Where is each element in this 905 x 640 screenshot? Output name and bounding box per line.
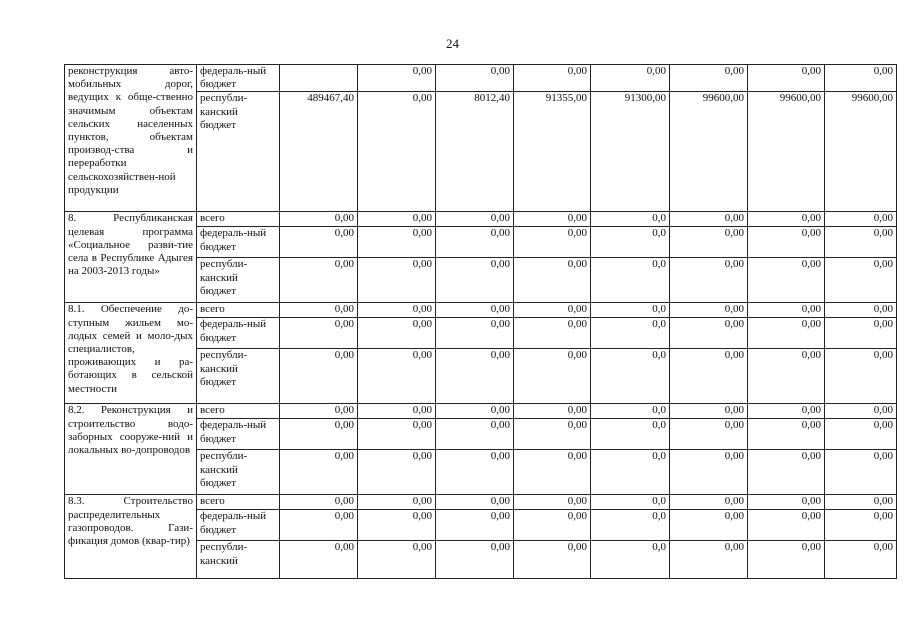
value-cell: 0,00 xyxy=(280,303,358,318)
value-cell: 0,00 xyxy=(514,510,591,541)
value-cell xyxy=(280,65,358,92)
value-cell: 0,00 xyxy=(280,541,358,579)
funding-source: республи-канский бюджет xyxy=(197,92,280,212)
value-cell: 0,00 xyxy=(358,419,436,450)
value-cell: 489467,40 xyxy=(280,92,358,212)
value-cell: 0,0 xyxy=(591,212,670,227)
value-cell: 0,00 xyxy=(670,541,748,579)
value-cell: 0,00 xyxy=(436,227,514,258)
value-cell: 0,00 xyxy=(748,419,825,450)
value-cell: 0,00 xyxy=(670,510,748,541)
value-cell: 8012,40 xyxy=(436,92,514,212)
value-cell: 0,00 xyxy=(591,65,670,92)
value-cell: 0,00 xyxy=(280,450,358,495)
value-cell: 0,0 xyxy=(591,450,670,495)
value-cell: 0,00 xyxy=(748,510,825,541)
value-cell: 0,00 xyxy=(436,510,514,541)
value-cell: 0,00 xyxy=(436,303,514,318)
value-cell: 0,00 xyxy=(436,495,514,510)
value-cell: 99600,00 xyxy=(825,92,897,212)
value-cell: 0,00 xyxy=(436,258,514,303)
value-cell: 0,00 xyxy=(280,404,358,419)
value-cell: 0,00 xyxy=(748,450,825,495)
row-description: реконструкция авто-мобильных дорог, ведущих к обще-ственно значимым объектам сельских населенных пунктов, объектам производ-ства и переработки сельскохозяйствен-ной продукции xyxy=(65,65,197,212)
value-cell: 0,00 xyxy=(514,541,591,579)
value-cell: 0,00 xyxy=(514,318,591,349)
value-cell: 0,00 xyxy=(514,258,591,303)
value-cell: 0,00 xyxy=(670,349,748,404)
value-cell: 0,00 xyxy=(280,227,358,258)
value-cell: 0,00 xyxy=(748,303,825,318)
funding-source: республи-канский бюджет xyxy=(197,349,280,404)
value-cell: 0,00 xyxy=(358,349,436,404)
funding-source: всего xyxy=(197,212,280,227)
value-cell: 0,0 xyxy=(591,541,670,579)
value-cell: 0,00 xyxy=(514,65,591,92)
value-cell: 0,00 xyxy=(436,65,514,92)
value-cell: 0,00 xyxy=(514,349,591,404)
row-description: 8.1. Обеспечение до-ступным жильем мо-лодых семей и моло-дых специалистов, проживающих и ра-ботающих в сельской местности xyxy=(65,303,197,404)
value-cell: 0,00 xyxy=(436,419,514,450)
row-description: 8.2. Реконструкция и строительство водо-заборных сооруже-ний и локальных во-допроводов xyxy=(65,404,197,495)
value-cell: 0,00 xyxy=(436,450,514,495)
value-cell: 0,00 xyxy=(280,258,358,303)
funding-source: всего xyxy=(197,404,280,419)
value-cell: 91355,00 xyxy=(514,92,591,212)
value-cell: 0,00 xyxy=(748,349,825,404)
value-cell: 0,00 xyxy=(670,258,748,303)
value-cell: 0,00 xyxy=(514,419,591,450)
value-cell: 0,00 xyxy=(358,65,436,92)
value-cell: 0,00 xyxy=(825,65,897,92)
value-cell: 0,00 xyxy=(825,318,897,349)
funding-source: федераль-ный бюджет xyxy=(197,65,280,92)
value-cell: 99600,00 xyxy=(670,92,748,212)
value-cell: 0,0 xyxy=(591,303,670,318)
value-cell: 0,00 xyxy=(825,450,897,495)
value-cell: 0,00 xyxy=(358,495,436,510)
value-cell: 0,00 xyxy=(825,419,897,450)
value-cell: 0,00 xyxy=(358,541,436,579)
funding-source: республи-канский бюджет xyxy=(197,258,280,303)
value-cell: 0,00 xyxy=(358,92,436,212)
value-cell: 0,00 xyxy=(670,212,748,227)
value-cell: 0,0 xyxy=(591,227,670,258)
value-cell: 0,00 xyxy=(670,65,748,92)
funding-source: федераль-ный бюджет xyxy=(197,318,280,349)
value-cell: 0,00 xyxy=(358,212,436,227)
value-cell: 0,0 xyxy=(591,404,670,419)
value-cell: 0,00 xyxy=(358,404,436,419)
value-cell: 0,00 xyxy=(358,318,436,349)
value-cell: 0,00 xyxy=(748,227,825,258)
value-cell: 0,00 xyxy=(670,303,748,318)
value-cell: 0,00 xyxy=(514,404,591,419)
value-cell: 0,0 xyxy=(591,495,670,510)
value-cell: 0,00 xyxy=(825,541,897,579)
value-cell: 0,00 xyxy=(358,303,436,318)
value-cell: 0,00 xyxy=(748,258,825,303)
table-row xyxy=(65,404,897,419)
value-cell: 0,00 xyxy=(825,303,897,318)
row-description: 8.3. Строительство распределительных газопроводов. Гази-фикация домов (квар-тир) xyxy=(65,495,197,579)
value-cell: 0,00 xyxy=(358,510,436,541)
value-cell: 0,00 xyxy=(514,495,591,510)
value-cell: 0,00 xyxy=(436,349,514,404)
value-cell: 0,00 xyxy=(670,318,748,349)
funding-source: всего xyxy=(197,303,280,318)
value-cell: 0,00 xyxy=(748,65,825,92)
funding-source: республи-канский бюджет xyxy=(197,450,280,495)
value-cell: 0,00 xyxy=(514,227,591,258)
value-cell: 0,00 xyxy=(514,212,591,227)
value-cell: 0,00 xyxy=(748,495,825,510)
page-number: 24 xyxy=(446,36,459,51)
value-cell: 0,00 xyxy=(825,495,897,510)
value-cell: 0,00 xyxy=(825,349,897,404)
value-cell: 0,00 xyxy=(280,318,358,349)
value-cell: 0,0 xyxy=(591,318,670,349)
row-description: 8. Республиканская целевая программа «Социальное разви-тие села в Республике Адыгея на 2003-2013 годы» xyxy=(65,212,197,303)
value-cell: 0,0 xyxy=(591,510,670,541)
value-cell: 0,00 xyxy=(748,318,825,349)
funding-source: федераль-ный бюджет xyxy=(197,227,280,258)
value-cell: 0,00 xyxy=(825,227,897,258)
value-cell: 0,0 xyxy=(591,419,670,450)
value-cell: 0,00 xyxy=(825,258,897,303)
value-cell: 0,00 xyxy=(670,495,748,510)
value-cell: 0,00 xyxy=(748,404,825,419)
value-cell: 0,00 xyxy=(748,212,825,227)
value-cell: 0,00 xyxy=(670,404,748,419)
value-cell: 0,0 xyxy=(591,349,670,404)
value-cell: 0,00 xyxy=(436,404,514,419)
value-cell: 0,00 xyxy=(825,212,897,227)
value-cell: 0,00 xyxy=(280,419,358,450)
value-cell: 0,00 xyxy=(825,510,897,541)
funding-source: всего xyxy=(197,495,280,510)
value-cell: 0,00 xyxy=(670,419,748,450)
value-cell: 0,00 xyxy=(436,541,514,579)
funding-source: республи-канский xyxy=(197,541,280,579)
value-cell: 0,0 xyxy=(591,258,670,303)
value-cell: 0,00 xyxy=(436,318,514,349)
value-cell: 91300,00 xyxy=(591,92,670,212)
table-row xyxy=(65,212,897,227)
value-cell: 0,00 xyxy=(280,510,358,541)
table-row xyxy=(65,65,897,92)
value-cell: 0,00 xyxy=(514,303,591,318)
value-cell: 0,00 xyxy=(825,404,897,419)
budget-table xyxy=(64,64,897,579)
table-row xyxy=(65,303,897,318)
value-cell: 99600,00 xyxy=(748,92,825,212)
value-cell: 0,00 xyxy=(358,258,436,303)
value-cell: 0,00 xyxy=(670,450,748,495)
value-cell: 0,00 xyxy=(358,227,436,258)
funding-source: федераль-ный бюджет xyxy=(197,510,280,541)
value-cell: 0,00 xyxy=(748,541,825,579)
value-cell: 0,00 xyxy=(280,495,358,510)
value-cell: 0,00 xyxy=(670,227,748,258)
value-cell: 0,00 xyxy=(280,349,358,404)
value-cell: 0,00 xyxy=(358,450,436,495)
value-cell: 0,00 xyxy=(436,212,514,227)
value-cell: 0,00 xyxy=(280,212,358,227)
funding-source: федераль-ный бюджет xyxy=(197,419,280,450)
value-cell: 0,00 xyxy=(514,450,591,495)
table-row xyxy=(65,495,897,510)
